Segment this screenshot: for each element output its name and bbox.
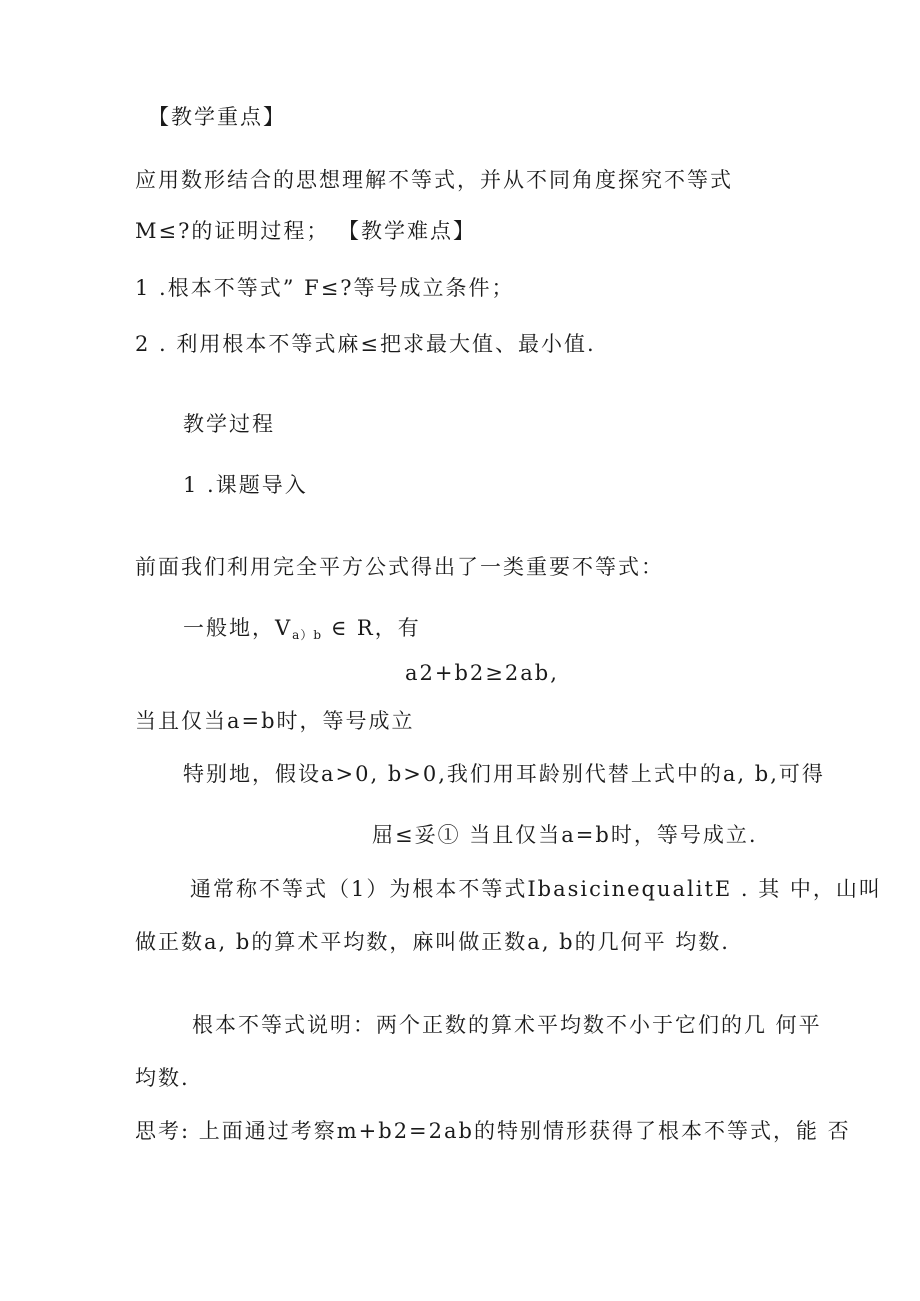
paragraph-line: 特别地，假设a>0, b>0,我们用耳龄别代替上式中的a, b,可得: [183, 762, 825, 786]
subsection-heading-intro: 1 .课题导入: [183, 473, 308, 497]
paragraph-line: 做正数a, b的算术平均数，麻叫做正数a, b的几何平 均数.: [135, 930, 730, 954]
text-run: 一般地，V: [183, 616, 293, 640]
paragraph-line: [183, 614, 421, 645]
paragraph-line: 思考: 上面通过考察m+b2=2ab的特别情形获得了根本不等式，能 否: [135, 1119, 851, 1143]
text-run: ∈ R，有: [322, 616, 421, 640]
paragraph-line: 通常称不等式（1）为根本不等式IbasicinequalitE . 其 中，山叫: [190, 877, 882, 901]
difficulty-item-1: 1 .根本不等式” F≤?等号成立条件；: [135, 276, 515, 300]
paragraph-line: 当且仅当a=b时，等号成立: [135, 709, 415, 733]
paragraph-line: 前面我们利用完全平方公式得出了一类重要不等式：: [135, 555, 664, 579]
paragraph-line: 均数.: [135, 1066, 190, 1090]
formula-line: 屈≤妥① 当且仅当a=b时，等号成立.: [372, 823, 758, 847]
paragraph-line: M≤?的证明过程； 【教学难点】: [135, 219, 477, 243]
formula-line: a2+b2≥2ab,: [405, 661, 559, 685]
subscript-text: a）b: [292, 628, 323, 642]
heading-teaching-focus: 【教学重点】: [148, 105, 286, 129]
difficulty-item-2: 2 . 利用根本不等式麻≤把求最大值、最小值.: [135, 332, 596, 356]
paragraph-line: 应用数形结合的思想理解不等式，并从不同角度探究不等式: [135, 168, 733, 192]
section-heading-teaching-process: 教学过程: [183, 412, 275, 436]
paragraph-line: 根本不等式说明：两个正数的算术平均数不小于它们的几 何平: [192, 1013, 822, 1037]
